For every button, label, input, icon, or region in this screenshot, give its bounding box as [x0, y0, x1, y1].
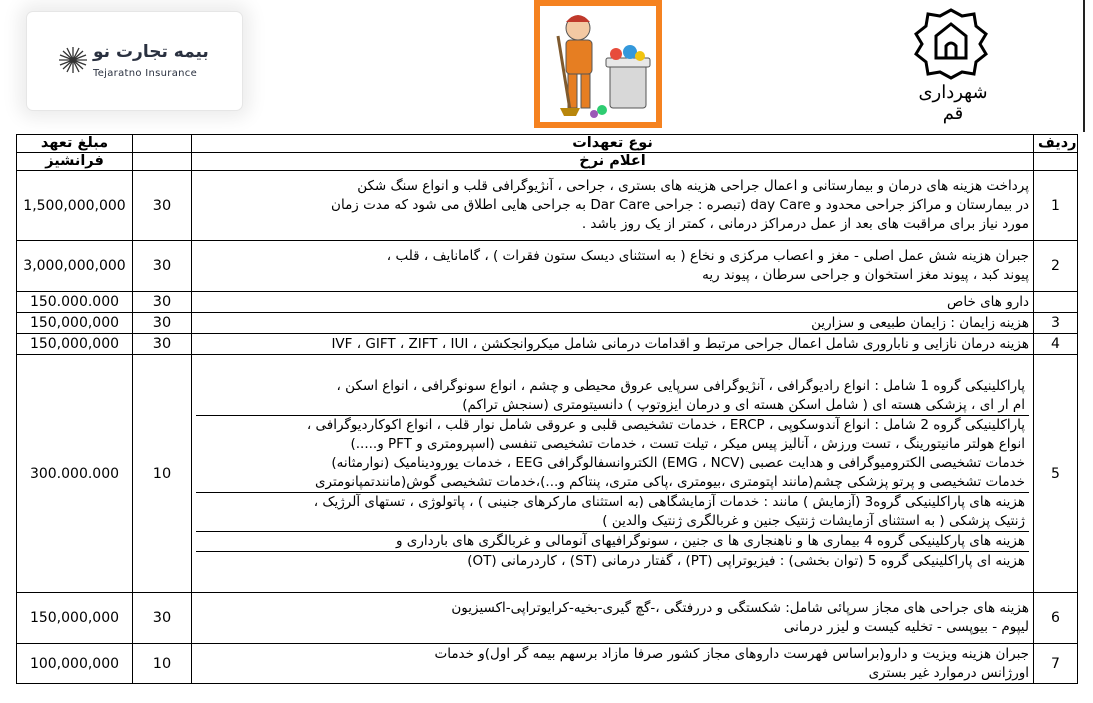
- table-header-row: [17, 135, 1078, 153]
- sub-description-block: [196, 377, 1029, 416]
- franchise-cell: 30: [133, 171, 192, 241]
- radif-cell: 1: [1034, 171, 1078, 241]
- description-line: مورد نیاز برای مراقبت های بعد از عمل درمراکز درمانی ، کمتر از یک روز باشد .: [581, 216, 1029, 232]
- description-line: هزینه های جراحی های مجاز سرپائی شامل: شکستگی و دررفتگی ،-گچ گیری-بخیه-کرایوتراپی-اکسیزیون: [451, 600, 1029, 616]
- description-line: هزینه زایمان : زایمان طبیعی و سزارین: [811, 314, 1029, 331]
- description-line: هزینه درمان نازایی و ناباروری شامل اعمال جراحی مرتبط و اقدامات درمانی شامل میکروانجکشن ، IVF ، GIFT ، ZIFT ، IUI: [331, 335, 1029, 352]
- description-line: جبران هزینه شش عمل اصلی - مغز و اعصاب مرکزی و نخاع ( به استثنای دیسک ستون فقرات ) ، گامانایف ، قلب ،: [386, 248, 1029, 264]
- sub-description-block: [196, 416, 1029, 493]
- amount-cell: 300.000.000: [17, 355, 133, 593]
- description-line: هزینه های پارکلینیکی گروه 4 بیماری ها و ناهنجاری ها ی جنین ، سونوگرافیهای آنومالی و غربالگری های بارداری و: [395, 532, 1025, 549]
- table-row: [17, 355, 1078, 593]
- amount-cell: 3,000,000,000: [17, 241, 133, 292]
- amount-cell: 150,000,000: [17, 313, 133, 334]
- franchise-cell: 10: [133, 355, 192, 593]
- description-line: ام ار ای ، پزشکی هسته ای ( شامل اسکن هسته ای و درمان ایزوتوپ ) دانسیتومتری (سنجش تراکم): [462, 396, 1025, 413]
- municipality-name: شهرداری قم: [918, 82, 988, 124]
- insurance-logo: [27, 12, 242, 110]
- description-cell: [192, 241, 1034, 292]
- franchise-cell: 10: [133, 644, 192, 684]
- table-row: [17, 313, 1078, 334]
- radif-cell: 4: [1034, 334, 1078, 355]
- description-cell: [192, 644, 1034, 684]
- franchise-cell: 30: [133, 292, 192, 313]
- description-line: هزینه ای پاراکلینیکی گروه 5 (توان بخشی) : فیزیوتراپی (PT) ، گفتار درمانی (ST) ، کاردرمانی (OT): [467, 552, 1025, 569]
- description-line: جبران هزینه ویزیت و دارو(براساس فهرست داروهای مجاز کشور صرفا مازاد برسهم بیمه گر اول)و خدمات: [434, 645, 1029, 662]
- description-line: پاراکلینیکی گروه 1 شامل : انواع رادیوگرافی ، آنژیوگرافی سرپایی عروق محیطی و چشم ، انواع سونوگرافی ، انواع اسکن ،: [336, 377, 1025, 394]
- description-line: لیپوم - بیوپسی - تخلیه کیست و لیزر درمانی: [783, 619, 1029, 635]
- header-amount: مبلغ تعهد: [17, 135, 133, 153]
- description-line: در بیمارستان و مراکز جراحی محدود و day Care (تبصره : جراحی Dar Care به جراحی هایی اطلاق می شود که مدت زمان: [331, 197, 1029, 213]
- amount-cell: 150.000.000: [17, 292, 133, 313]
- description-line: پیوند کبد ، پیوند مغز استخوان و جراحی سرطان ، پیوند ریه: [702, 267, 1029, 283]
- description-line: پرداخت هزینه های درمان و بیمارستانی و اعمال جراحی هزینه های بستری ، جراحی ، آنژیوگرافی قلب و انواع سنگ شکن: [357, 178, 1029, 194]
- description-line: دارو های خاص: [947, 293, 1029, 310]
- franchise-cell: 30: [133, 593, 192, 644]
- coverage-table: [16, 134, 1078, 684]
- sub-description-block: [196, 493, 1029, 532]
- subheader-blank-1: [133, 153, 192, 171]
- radif-cell: 6: [1034, 593, 1078, 644]
- description-line: خدمات تشخیصی الکترومیوگرافی و هدایت عصبی (EMG ، NCV) الکتروانسفالوگرافی EEG ، خدمات یورودینامیک (نوارمثانه): [331, 454, 1025, 471]
- franchise-cell: 30: [133, 334, 192, 355]
- amount-cell: 100,000,000: [17, 644, 133, 684]
- insurance-emblem-icon: [55, 45, 91, 75]
- description-cell: [192, 313, 1034, 334]
- description-cell: [192, 334, 1034, 355]
- table-subheader-row: [17, 153, 1078, 171]
- description-line: انواع هولتر مانیتورینگ ، تست ورزش ، آنالیز پیس میکر ، تیلت تست ، خدمات تشخیصی تنفسی (اسپرومتری و PFT و.....): [350, 435, 1025, 452]
- sub-description-block: [196, 552, 1029, 571]
- description-cell: [192, 593, 1034, 644]
- header-type: نوع تعهدات: [192, 135, 1034, 153]
- header-radif: ردیف: [1034, 135, 1078, 153]
- street-cleaner-illustration: [534, 0, 662, 128]
- description-cell: [192, 355, 1034, 593]
- description-cell: [192, 171, 1034, 241]
- radif-cell: [1034, 292, 1078, 313]
- table-row: [17, 644, 1078, 684]
- description-line: پاراکلینیکی گروه 2 شامل : انواع آندوسکوپی ، ERCP ، خدمات تشخیصی قلبی و عروقی شامل نوار قلب ، انواع اکوکاردیوگرافی ،: [306, 416, 1025, 433]
- table-row: [17, 292, 1078, 313]
- franchise-cell: 30: [133, 241, 192, 292]
- sub-description-block: [196, 532, 1029, 552]
- municipality-logo: [910, 6, 992, 124]
- header-franchise-blank: [133, 135, 192, 153]
- franchise-cell: 30: [133, 313, 192, 334]
- municipality-emblem-icon: [910, 6, 992, 82]
- insurance-name-fa: بیمه تجارت نو: [93, 42, 209, 62]
- header-franchise: فرانشیز: [17, 153, 133, 171]
- description-line: خدمات تشخیصی و پرتو پزشکی چشم(مانند اپتومتری ،بیومتری ،پاکی متری، پنتاکم و...)،خدمات تشخیصی گوش(مانندتمپانومتری: [314, 473, 1025, 490]
- radif-cell: 7: [1034, 644, 1078, 684]
- table-row: [17, 241, 1078, 292]
- page-header: [0, 0, 1093, 132]
- radif-cell: 2: [1034, 241, 1078, 292]
- description-line: ژنتیک پزشکی ( به استثنای آزمایشات ژنتیک جنین و غربالگری ژنتیک والدین ): [602, 512, 1025, 529]
- radif-cell: 5: [1034, 355, 1078, 593]
- radif-cell: 3: [1034, 313, 1078, 334]
- description-cell: [192, 292, 1034, 313]
- street-cleaner-icon: [540, 6, 656, 122]
- subheader-blank-2: [1034, 153, 1078, 171]
- insurance-name-en: Tejaratno Insurance: [93, 68, 198, 79]
- page-edge-line: [1083, 0, 1085, 132]
- header-price-notice: اعلام نرخ: [192, 153, 1034, 171]
- amount-cell: 1,500,000,000: [17, 171, 133, 241]
- amount-cell: 150,000,000: [17, 334, 133, 355]
- table-row: [17, 171, 1078, 241]
- amount-cell: 150,000,000: [17, 593, 133, 644]
- table-row: [17, 334, 1078, 355]
- description-line: اورژانس درموارد غیر بستری: [868, 664, 1029, 681]
- table-row: [17, 593, 1078, 644]
- description-line: هزینه های پاراکلینیکی گروه3 (آزمایش ) مانند : خدمات آزمایشگاهی (به استثنای مارکرهای جنینی ) ، پاتولوژی ، تستهای آلرژیک ،: [313, 493, 1025, 510]
